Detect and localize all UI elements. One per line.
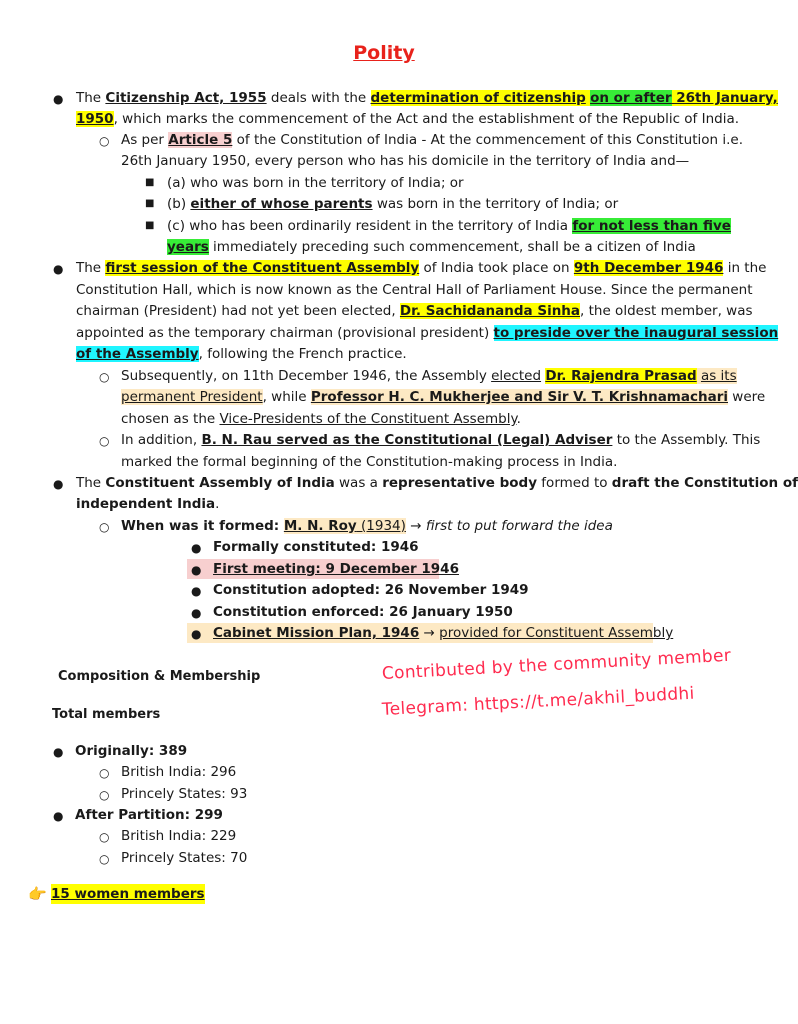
- list-item: British India: 296: [121, 764, 237, 780]
- para2-line4: appointed as the temporary chairman (provisional president) to preside over the inaugural session: [76, 325, 779, 341]
- para3-line2: independent India.: [76, 496, 220, 512]
- bullet-square-icon: ■: [145, 198, 155, 209]
- list-item: First meeting: 9 December 1946: [213, 561, 459, 577]
- page-title: Polity: [353, 42, 415, 64]
- bullet-square-icon: ■: [145, 177, 155, 188]
- total-members-heading: Total members: [52, 707, 161, 722]
- bullet-circle-icon: ○: [99, 520, 110, 534]
- para2-line2: Constitution Hall, which is now known as the Central Hall of Parliament House. Since the permanent: [76, 282, 753, 298]
- bullet-circle-icon: ○: [99, 370, 110, 384]
- para2-line5: of the Assembly, following the French practice.: [76, 346, 407, 362]
- after-partition-line: After Partition: 299: [75, 807, 223, 823]
- para1-line2: 1950, which marks the commencement of the Act and the establishment of the Republic of India.: [76, 111, 740, 127]
- bullet-circle-icon: ○: [99, 788, 110, 802]
- bullet-disc-icon: ●: [53, 745, 64, 759]
- clause-c-line1: (c) who has been ordinarily resident in the territory of India for not less than five: [167, 218, 731, 234]
- para1-line1: The Citizenship Act, 1955 deals with the determination of citizenship on or after 26th January,: [76, 90, 778, 106]
- list-item: Cabinet Mission Plan, 1946 → provided for Constituent Assembly: [213, 625, 674, 641]
- originally-line: Originally: 389: [75, 743, 188, 759]
- bullet-disc-icon: ●: [191, 563, 202, 577]
- bullet-circle-icon: ○: [99, 852, 110, 866]
- bullet-disc-icon: ●: [53, 809, 64, 823]
- para2-sub2-line1: In addition, B. N. Rau served as the Constitutional (Legal) Adviser to the Assembly. This: [121, 432, 761, 448]
- bullet-circle-icon: ○: [99, 134, 110, 148]
- women-members: 15 women members: [51, 886, 205, 902]
- list-item: Constitution adopted: 26 November 1949: [213, 582, 529, 598]
- list-item: Formally constituted: 1946: [213, 539, 419, 555]
- bullet-disc-icon: ●: [191, 606, 202, 620]
- bullet-disc-icon: ●: [53, 92, 64, 106]
- bullet-disc-icon: ●: [191, 584, 202, 598]
- para1-sub1-line1: As per Article 5 of the Constitution of India - At the commencement of this Constitution i.e.: [121, 132, 743, 148]
- bullet-disc-icon: ●: [191, 541, 202, 555]
- bullet-disc-icon: ●: [191, 627, 202, 641]
- para3-line1: The Constituent Assembly of India was a representative body formed to draft the Constitution of: [76, 475, 798, 491]
- para2-sub1-line2: permanent President, while Professor H. C. Mukherjee and Sir V. T. Krishnamachari were: [121, 389, 766, 405]
- clause-c-line2: years immediately preceding such commencement, shall be a citizen of India: [167, 239, 696, 255]
- bullet-circle-icon: ○: [99, 434, 110, 448]
- list-item: British India: 229: [121, 828, 237, 844]
- composition-heading: Composition & Membership: [58, 669, 261, 684]
- list-item: Constitution enforced: 26 January 1950: [213, 604, 513, 620]
- list-item: Princely States: 93: [121, 786, 248, 802]
- clause-a: (a) who was born in the territory of India; or: [167, 175, 464, 191]
- list-item: Princely States: 70: [121, 850, 248, 866]
- para2-line3: chairman (President) had not yet been elected, Dr. Sachidananda Sinha, the oldest member, was: [76, 303, 753, 319]
- para1-sub1-line2: 26th January 1950, every person who has his domicile in the territory of India and—: [121, 153, 690, 169]
- bullet-circle-icon: ○: [99, 830, 110, 844]
- clause-b: (b) either of whose parents was born in the territory of India; or: [167, 196, 619, 212]
- handwritten-contributor-note: Contributed by the community member: [381, 645, 732, 684]
- para2-line1: The first session of the Constituent Assembly of India took place on 9th December 1946 in the: [76, 260, 767, 276]
- bullet-circle-icon: ○: [99, 766, 110, 780]
- handwritten-telegram-link: Telegram: https://t.me/akhil_buddhi: [381, 683, 696, 720]
- para2-sub1-line1: Subsequently, on 11th December 1946, the Assembly elected Dr. Rajendra Prasad as its: [121, 368, 737, 384]
- when-formed-line: When was it formed: M. N. Roy (1934) → first to put forward the idea: [121, 518, 613, 534]
- pointing-hand-icon: 👉: [28, 885, 47, 903]
- para2-sub2-line2: marked the formal beginning of the Constitution-making process in India.: [121, 454, 618, 470]
- para2-sub1-line3: chosen as the Vice-Presidents of the Constituent Assembly.: [121, 411, 521, 427]
- bullet-disc-icon: ●: [53, 262, 64, 276]
- bullet-square-icon: ■: [145, 220, 155, 231]
- bullet-disc-icon: ●: [53, 477, 64, 491]
